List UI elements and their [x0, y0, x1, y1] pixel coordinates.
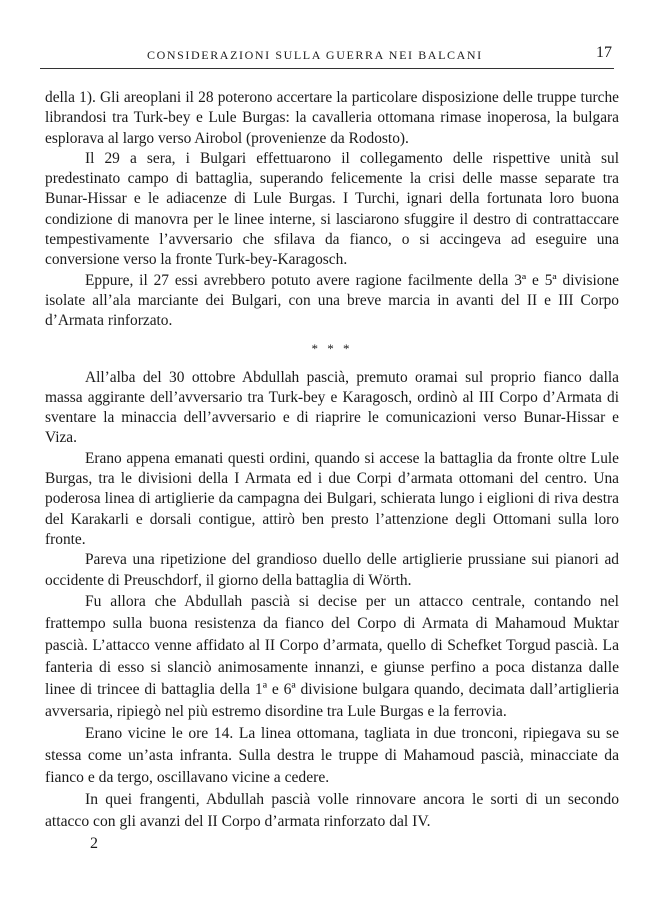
paragraph-1: della 1). Gli areoplani il 28 poterono accertare la particolare disposizione delle truppe turche librandosi tra Turk-bey e Lule Burgas: la cavalleria ottomana rimase inoperosa, la bulgara esplorava al largo verso Airobol (provenienze da Rodosto). [45, 89, 619, 147]
signature-mark: 2 [90, 835, 98, 852]
paragraph-8: Erano vicine le ore 14. La linea ottomana, tagliata in due tronconi, ripiegava su se stessa come un’asta infranta. Sulla destra le truppe di Mahamoud pascià, minacciate da fianco e da tergo, oscillavano vicine a cedere. [45, 724, 619, 786]
paragraph-9: In quei frangenti, Abdullah pascià volle rinnovare ancora le sorti di un secondo attacco con gli avanzi del II Corpo d’armata rinforzato dal IV. [45, 790, 619, 830]
paragraph-6: Pareva una ripetizione del grandioso duello delle artiglierie prussiane sui pianori ad occidente di Preuschdorf, il giorno della battaglia di Wörth. [45, 551, 619, 589]
running-title: CONSIDERAZIONI SULLA GUERRA NEI BALCANI [147, 48, 483, 62]
paragraph-7: Fu allora che Abdullah pascià si decise per un attacco centrale, contando nel frattempo sulla buona resistenza da fianco del Corpo di Armata di Mahamoud Muktar pascià. L’attacco venne affidato al II Corpo d’armata, quello di Schefket Torgud pascià. La fanteria di esso si slanciò animosamente innanzi, e giunse perfino a poca distanza dalle linee di trincee di battaglia della 1ª e 6ª divisione bulgara quando, decimata dall’artiglieria avversaria, ripiegò nel più estremo disordine tra Lule Burgas e la ferrovia. [45, 592, 619, 720]
bottom-block [45, 591, 619, 833]
page-number: 17 [596, 44, 612, 61]
body-text [45, 88, 619, 833]
paragraph-5: Erano appena emanati questi ordini, quando si accese la battaglia da fronte oltre Lule Burgas, tra le divisioni della I Armata ed i due Corpi d’armata ottomani del centro. Una poderosa linea di artiglierie da campagna dei Bulgari, schierata lungo i eiglioni di riva destra del Karakarli e dorsali contigue, attirò ben presto l’attenzione degli Ottomani sulla loro fronte. [45, 449, 619, 548]
paragraph-3: Eppure, il 27 essi avrebbero potuto avere ragione facilmente della 3ª e 5ª divisione isolate all’ala marciante dei Bulgari, con una breve marcia in avanti del II e III Corpo d’Armata rinforzato. [45, 271, 619, 330]
section-ornament: * * * [311, 340, 353, 356]
paragraph-2: Il 29 a sera, i Bulgari effettuarono il collegamento delle rispettive unità sul predestinato campo di battaglia, superando felicemente la crisi delle masse separate tra Bunar-Hissar e le adiacenze di Lule Burgas. I Turchi, ignari della fortunata loro buona condizione di manovra per le linee interne, si lasciarono sfuggire il destro di contrattaccare tempestivamente l’avversario che sfilava da fianco, o si accingeva ad eseguire una conversione verso la fronte Turk-bey-Karagosch. [45, 149, 619, 269]
page-header [40, 44, 614, 69]
paragraph-4: All’alba del 30 ottobre Abdullah pascià, premuto oramai sul proprio fianco dalla massa aggirante dell’avversario tra Turk-bey e Karagosch, ordinò al III Corpo d’Armata di sventare la minaccia dell’avversario e di riaprire le comunicazioni verso Bunar-Hissar e Viza. [45, 368, 619, 447]
